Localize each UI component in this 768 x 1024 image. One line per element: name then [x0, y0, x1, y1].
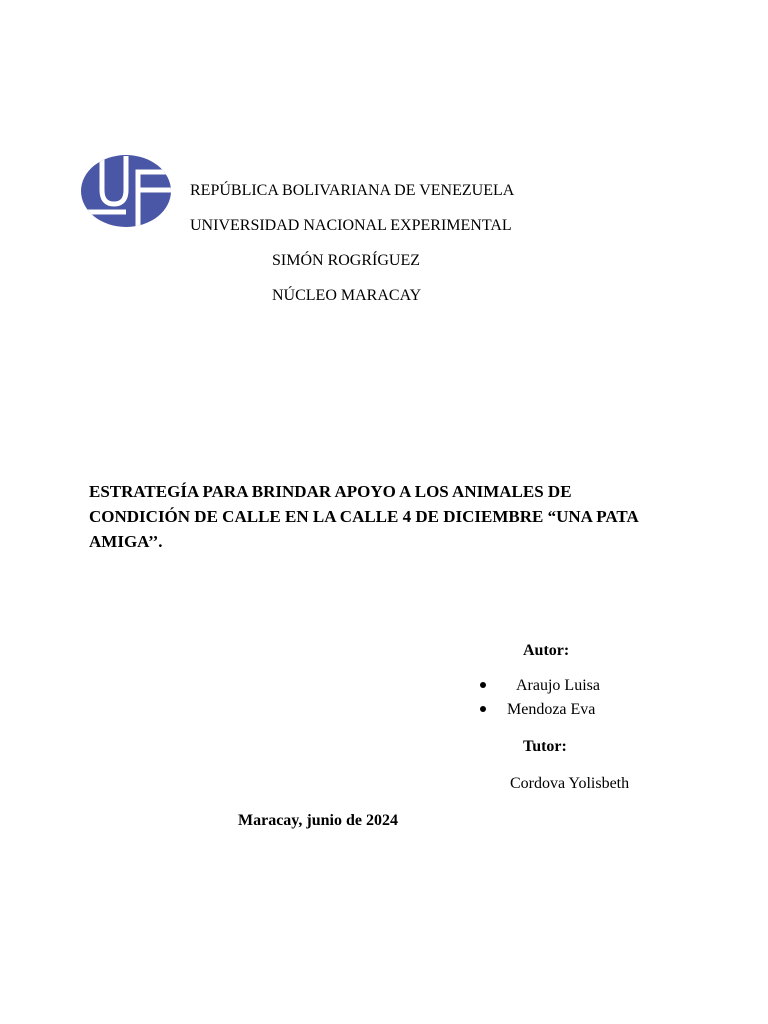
author-label: Autor:: [523, 642, 570, 659]
place-date: Maracay, junio de 2024: [238, 812, 398, 829]
university-logo-icon: [80, 154, 172, 228]
header-campus: NÚCLEO MARACAY: [272, 287, 422, 304]
header-republic: REPÚBLICA BOLIVARIANA DE VENEZUELA: [190, 182, 515, 199]
bullet-icon: [480, 682, 486, 688]
tutor-label: Tutor:: [523, 738, 567, 755]
bullet-icon: [480, 706, 486, 712]
author-name: Araujo Luisa: [516, 677, 600, 694]
author-name: Mendoza Eva: [507, 701, 596, 718]
document-title: ESTRATEGÍA PARA BRINDAR APOYO A LOS ANIMALES DE CONDICIÓN DE CALLE EN LA CALLE 4 DE DICIEMBRE “UNA PATA AMIGA’’.: [89, 482, 638, 551]
header-university: UNIVERSIDAD NACIONAL EXPERIMENTAL: [190, 217, 512, 234]
tutor-name: Cordova Yolisbeth: [510, 775, 630, 792]
header-university-name: SIMÓN ROGRÍGUEZ: [272, 252, 420, 269]
